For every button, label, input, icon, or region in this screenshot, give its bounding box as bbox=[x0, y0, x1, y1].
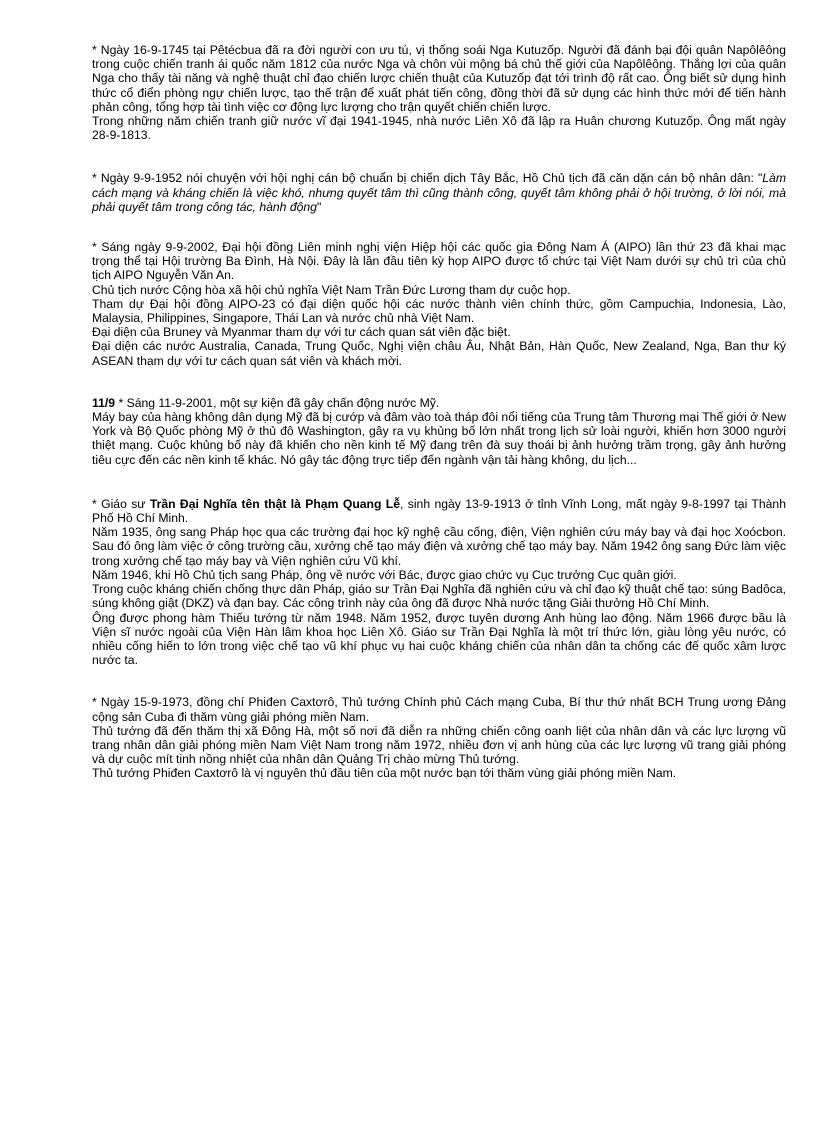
entry-paragraph: Năm 1946, khi Hồ Chủ tịch sang Pháp, ông về nước với Bác, được giao chức vụ Cục trưởng Cục quân giới. bbox=[92, 567, 677, 582]
entry-aipo bbox=[92, 240, 786, 368]
person-name: Trần Đại Nghĩa tên thật là Phạm Quang Lễ bbox=[149, 496, 401, 511]
entry-paragraph bbox=[92, 497, 786, 525]
entry-lead: * Sáng 11-9-2001, một sự kiện đã gây chấn động nước Mỹ. bbox=[115, 395, 440, 410]
date-label: 11/9 bbox=[92, 395, 116, 410]
entry-paragraph: Trong cuộc kháng chiến chống thực dân Pháp, giáo sư Trần Đại Nghĩa đã nghiên cứu và chỉ đạo kỹ thuật chế tạo: súng Badôca, súng không giật (DKZ) và đạn bay. Các công trình này của ông đã được Nhà nước tặng Giải thưởng Hồ Chí Minh. bbox=[92, 582, 786, 611]
entry-paragraph: Ông được phong hàm Thiếu tướng từ năm 1948. Năm 1952, được tuyên dương Anh hùng lao động. Năm 1966 được bầu là Viện sĩ nước ngoài của Viện Hàn lâm khoa học Liên Xô. Giáo sư Trần Đại Nghĩa là một trí thức lớn, giàu lòng yêu nước, có nhiều cống hiến to lớn trong việc chế tạo vũ khí phục vụ hai cuộc kháng chiến của nhân dân ta chống các đế quốc xâm lược nước ta. bbox=[92, 610, 786, 668]
entry-paragraph: * Sáng ngày 9-9-2002, Đại hội đồng Liên minh nghị viện Hiệp hội các quốc gia Đông Nam Á (AIPO) lần thứ 23 đã khai mạc trọng thể tại Hội trường Ba Đình, Hà Nội. Đây là lần đầu tiên kỳ họp AIPO được tổ chức tại Việt Nam dưới sự chủ trì của chủ tịch AIPO Nguyễn Văn An. bbox=[92, 240, 786, 283]
entry-paragraph: Tham dự Đại hội đồng AIPO-23 có đại diện quốc hội các nước thành viên chính thức, gồm Campuchia, Indonesia, Lào, Malaysia, Philippines, Singapore, Thái Lan và nước chủ nhà Việt Nam. bbox=[92, 296, 786, 326]
entry-paragraph: Máy bay của hàng không dân dụng Mỹ đã bị cướp và đâm vào toà tháp đôi nổi tiếng của Trung tâm Thương mại Thế giới ở New York và Bộ Quốc phòng Mỹ ở thủ đô Washington, gây ra vụ khủng bố lớn nhất trong lịch sử loài người, khiến hơn 3000 người thiệt mạng. Cuộc khủng bố này đã khiến cho nền kinh tế Mỹ đang trên đà suy thoái bị ảnh hưởng trầm trọng, gây ảnh hưởng tiêu cực đến các nền kinh tế khác. Nó gây tác động trực tiếp đến ngành vận tải hàng không, du lịch... bbox=[92, 410, 786, 467]
entry-paragraph: Thủ tướng đã đến thăm thị xã Đông Hà, một số nơi đã diễn ra những chiến công oanh liệt của nhân dân và các lực lượng vũ trang nhân dân giải phóng miền Nam Việt Nam trong năm 1972, nhiều đơn vị anh hùng của các lực lượng vũ trang giải phóng và dự cuộc mít tinh nồng nhiệt của nhân dân Quảng Trị chào mừng Thủ tướng. bbox=[92, 723, 786, 767]
entry-paragraph: Trong những năm chiến tranh giữ nước vĩ đại 1941-1945, nhà nước Liên Xô đã lập ra Huân chương Kutuzốp. Ông mất ngày 28-9-1813. bbox=[92, 114, 786, 143]
entry-suffix: , sinh ngày 13-9-1913 ở tỉnh Vĩnh Long, mất ngày 9-8-1997 tại Thành Phố Hồ Chí Minh. bbox=[92, 496, 786, 526]
entry-paragraph bbox=[92, 171, 786, 214]
entry-tran-dai-nghia bbox=[92, 497, 786, 667]
entry-paragraph: Đại diện các nước Australia, Canada, Trung Quốc, Nghị viện châu Âu, Nhật Bản, Hàn Quốc, New Zealand, Nga, Ban thư ký ASEAN tham dự với tư cách quan sát viên và khách mời. bbox=[92, 339, 786, 368]
entry-paragraph: Chủ tịch nước Cộng hòa xã hội chủ nghĩa Việt Nam Trần Đức Lương tham dự cuộc họp. bbox=[92, 282, 571, 297]
entry-prefix: * Ngày 9-9-1952 nói chuyện với hội nghị cán bộ chuẩn bị chiến dịch Tây Bắc, Hồ Chủ tịch đã căn dặn cán bộ nhân dân: " bbox=[92, 171, 763, 186]
quote-text: Làm cách mạng và kháng chiến là việc khó, nhưng quyết tâm thì cũng thành công, quyết tâm không phải ở hội trường, ở lời nói, mà phải quyết tâm trong công tác, hành động bbox=[92, 171, 786, 214]
entry-suffix: " bbox=[316, 199, 322, 214]
entry-paragraph: * Ngày 16-9-1745 tại Pêtécbua đã ra đời người con ưu tú, vị thống soái Nga Kutuzốp. Người đã đánh bại đội quân Napôlêông trong cuộc chiến tranh ái quốc năm 1812 của nước Nga và chôn vùi mộng bá chủ thế giới của Napôlêông. Thắng lợi của quân Nga cho thấy tài năng và nghệ thuật chỉ đạo chiến lược chiến thuật của Kutuzốp đạt tới trình độ rất cao. Ông biết sử dụng hình thức cổ điển phòng ngự chiến lược, tạo thế trận để xuất phát tiến công, đồng thời đã sử dụng các hình thức mới để tiến hành phản công, tổng hợp tài tình việc cơ động lực lượng cho trận quyết chiến chiến lược. bbox=[92, 43, 786, 114]
entry-prefix: * Giáo sư bbox=[92, 496, 150, 511]
entry-paragraph: * Ngày 15-9-1973, đồng chí Phiđen Caxtơrô, Thủ tướng Chính phủ Cách mạng Cuba, Bí thư thứ nhất BCH Trung ương Đảng cộng sản Cuba đi thăm vùng giải phóng miền Nam. bbox=[92, 695, 786, 724]
document-page bbox=[92, 43, 786, 781]
entry-paragraph: Thủ tướng Phiđen Caxtơrô là vị nguyên thủ đầu tiên của một nước bạn tới thăm vùng giải phóng miền Nam. bbox=[92, 766, 677, 781]
entry-paragraph: Đại diện của Bruney và Myanmar tham dự với tư cách quan sát viên đặc biệt. bbox=[92, 325, 511, 340]
entry-fidel-castro bbox=[92, 695, 786, 780]
entry-kutuzov bbox=[92, 43, 786, 142]
entry-ho-chi-minh-quote bbox=[92, 171, 786, 214]
entry-paragraph: Năm 1935, ông sang Pháp học qua các trường đại học kỹ nghệ cầu cống, điện, Viện nghiên cứu máy bay và đại học Xoócbon. Sau đó ông làm việc ở công trường cầu, xưởng chế tạo máy điện và xưởng chế tạo máy bay. Năm 1942 ông sang Đức làm việc trong xưởng chế tạo máy bay và Viện nghiên cứu Vũ khí. bbox=[92, 525, 786, 568]
entry-paragraph bbox=[92, 396, 786, 410]
entry-september-eleven bbox=[92, 396, 786, 467]
